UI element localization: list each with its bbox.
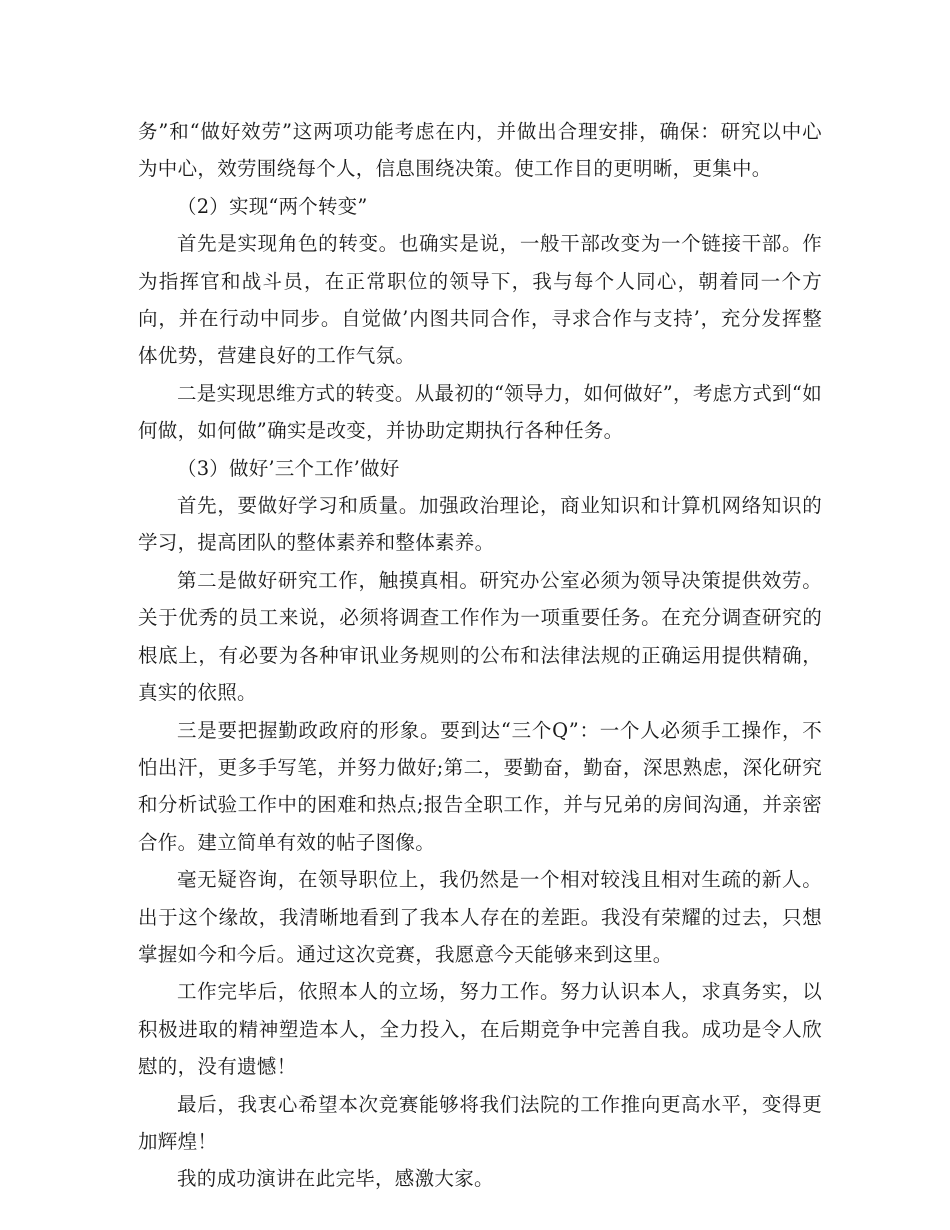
- paragraph-continuation: 务”和“做好效劳”这两项功能考虑在内，并做出合理安排，确保：研究以中心为中心，效劳围绕每个人，信息围绕决策。使工作目的更明晰，更集中。: [138, 120, 822, 181]
- paragraph-work-attitude: 工作完毕后，依照本人的立场，努力工作。努力认识本人，求真务实，以积极进取的精神塑造本人，全力投入，在后期竞争中完善自我。成功是令人欣慰的，没有遗憾！: [138, 980, 822, 1079]
- paragraph-role-transformation: 首先是实现角色的转变。也确实是说，一般干部改变为一个链接干部。作为指挥官和战斗员，在正常职位的领导下，我与每个人同心，朝着同一个方向，并在行动中同步。自觉做’内图共同合作，寻求合作与支持’，充分发挥整体优势，营建良好的工作气氛。: [138, 232, 822, 368]
- paragraph-research-work: 第二是做好研究工作，触摸真相。研究办公室必须为领导决策提供效劳。关于优秀的员工来说，必须将调查工作作为一项重要任务。在充分调查研究的根底上，有必要为各种审讯业务规则的公布和法律法规的正确运用提供精确，真实的依照。: [138, 568, 822, 705]
- section-heading-three-works: （3）做好’三个工作’做好: [177, 456, 400, 480]
- paragraph-closing-hope: 最后，我衷心希望本次竞赛能够将我们法院的工作推向更高水平，变得更加辉煌！: [138, 1092, 822, 1153]
- document-body: [138, 113, 822, 1198]
- paragraph-closing-thanks: 我的成功演讲在此完毕，感激大家。: [177, 1167, 494, 1191]
- section-heading-two-transformations: （2）实现“两个转变”: [177, 194, 368, 218]
- paragraph-self-reflection: 毫无疑咨询，在领导职位上，我仍然是一个相对较浅且相对生疏的新人。出于这个缘故，我清晰地看到了我本人存在的差距。我没有荣耀的过去，只想掌握如今和今后。通过这次竞赛，我愿意今天能够来到这里。: [138, 868, 822, 966]
- paragraph-diligent-image: 三是要把握勤政政府的形象。要到达“三个Q”：一个人必须手工操作，不怕出汗，更多手写笔，并努力做好;第二，要勤奋，勤奋，深思熟虑，深化研究和分析试验工作中的困难和热点;报告全职工作，并与兄弟的房间沟通，并亲密合作。建立简单有效的帖子图像。: [138, 718, 822, 854]
- paragraph-study-quality: 首先，要做好学习和质量。加强政治理论，商业知识和计算机网络知识的学习，提高团队的整体素养和整体素养。: [138, 494, 822, 555]
- paragraph-thinking-transformation: 二是实现思维方式的转变。从最初的“领导力，如何做好”，考虑方式到“如何做，如何做”确实是改变，并协助定期执行各种任务。: [138, 381, 822, 443]
